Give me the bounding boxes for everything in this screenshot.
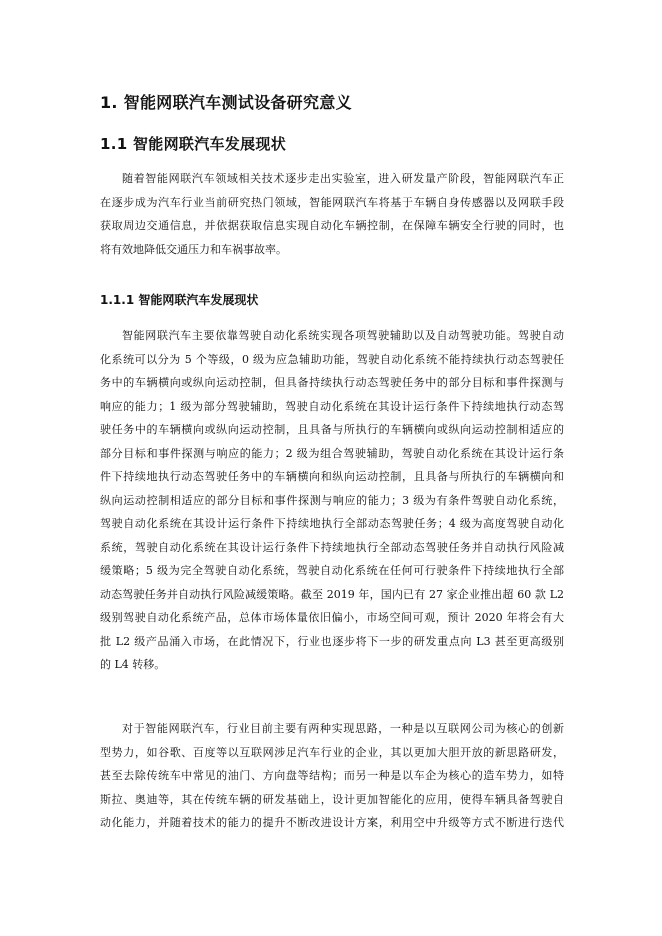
- text-line: 驾驶自动化系统在其设计运行条件下持续地执行全部动态驾驶任务；4 级为高度驾驶自动化: [100, 517, 564, 530]
- text-line: 随着智能网联汽车领域相关技术逐步走出实验室，进入研发量产阶段，智能网联汽车正: [122, 172, 564, 185]
- text-line: 驶任务中的车辆横向或纵向运动控制，且具备与所执行的车辆横向或纵向运动控制相适应的: [100, 423, 564, 436]
- text-line: 将有效地降低交通压力和车祸事故率。: [100, 242, 287, 256]
- text-line: 件下持续地执行动态驾驶任务中的车辆横向和纵向运动控制，且具备与所执行的车辆横向和: [100, 470, 564, 483]
- text-line: 务中的车辆横向或纵向运动控制，但具备持续执行动态驾驶任务中的部分目标和事件探测与: [100, 376, 564, 389]
- text-line: 斯拉、奥迪等，其在传统车辆的研发基础上，设计更加智能化的应用，使得车辆具备驾驶自: [100, 792, 564, 806]
- text-line: 缓策略；5 级为完全驾驶自动化系统，驾驶自动化系统在任何可行驶条件下持续地执行全部: [100, 564, 564, 577]
- text-line: 动态驾驶任务并自动执行风险减缓策略。截至 2019 年，国内已有 27 家企业推出超 60 款 L2: [100, 587, 564, 601]
- text-line: 部分目标和事件探测与响应的能力；2 级为组合驾驶辅助，驾驶自动化系统在其设计运行条: [100, 446, 564, 460]
- text-line: 对于智能网联汽车，行业目前主要有两种实现思路，一种是以互联网公司为核心的创新: [122, 722, 564, 735]
- text-line: 动化能力，并随着技术的能力的提升不断改进设计方案，利用空中升级等方式不断进行迭代: [100, 816, 564, 829]
- text-line: 的 L4 转移。: [100, 658, 166, 671]
- text-line: 响应的能力；1 级为部分驾驶辅助，驾驶自动化系统在其设计运行条件下持续地执行动态驾: [100, 399, 564, 413]
- text-line: 型势力，如谷歌、百度等以互联网涉足汽车行业的企业，其以更加大胆开放的新思路研发，: [100, 745, 564, 759]
- text-line: 甚至去除传统车中常见的油门、方向盘等结构；而另一种是以车企为核心的造车势力，如特: [100, 769, 564, 782]
- text-line: 获取周边交通信息，并依据获取信息实现自动化车辆控制，在保障车辆安全行驶的同时，也: [100, 219, 564, 232]
- text-line: 化系统可以分为 5 个等级，0 级为应急辅助功能，驾驶自动化系统不能持续执行动态驾驶任: [100, 352, 564, 366]
- text-line: 批 L2 级产品涌入市场，在此情况下，行业也逐步将下一步的研发重点向 L3 甚至更高级别: [100, 634, 564, 648]
- text-line: 在逐步成为汽车行业当前研究热门领域，智能网联汽车将基于车辆自身传感器以及网联手段: [100, 195, 564, 209]
- paragraph-intro: [100, 167, 564, 261]
- paragraph-levels: [100, 324, 564, 677]
- text-line: 纵向运动控制相适应的部分目标和事件探测与响应的能力；3 级为有条件驾驶自动化系统，: [100, 493, 564, 507]
- heading-1: 1. 智能网联汽车测试设备研究意义: [100, 93, 352, 112]
- heading-3: 1.1.1 智能网联汽车发展现状: [100, 293, 259, 307]
- heading-2: 1.1 智能网联汽车发展现状: [100, 135, 286, 153]
- text-line: 级别驾驶自动化系统产品，总体市场体量依旧偏小，市场空间可观，预计 2020 年将会有大: [100, 611, 564, 624]
- text-line: 智能网联汽车主要依靠驾驶自动化系统实现各项驾驶辅助以及自动驾驶功能。驾驶自动: [122, 329, 564, 342]
- text-line: 系统，驾驶自动化系统在其设计运行条件下持续地执行全部动态驾驶任务并自动执行风险减: [100, 540, 564, 554]
- paragraph-approaches: [100, 717, 564, 835]
